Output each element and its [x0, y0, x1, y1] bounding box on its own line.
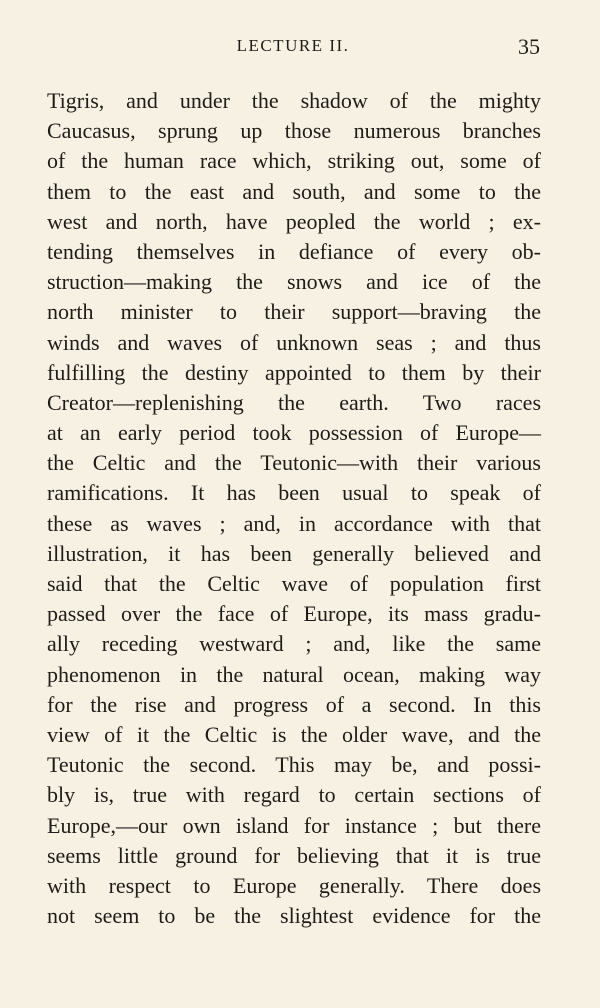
text-line: view of it the Celtic is the older wave, and the: [47, 721, 541, 747]
text-line: phenomenon in the natural ocean, making way: [47, 661, 541, 687]
text-line: struction—making the snows and ice of the: [47, 269, 541, 295]
text-line: Tigris, and under the shadow of the mighty: [47, 88, 541, 113]
text-line: with respect to Europe generally. There does: [47, 872, 541, 898]
text-line: at an early period took possession of Europe—: [47, 420, 541, 446]
text-line: the Celtic and the Teutonic—with their various: [47, 450, 541, 476]
text-line: not seem to be the slightest evidence for the: [47, 903, 541, 929]
text-line: illustration, it has been generally believed and: [47, 540, 541, 566]
text-line: winds and waves of unknown seas ; and thus: [47, 329, 541, 355]
text-line: for the rise and progress of a second. In this: [47, 691, 541, 717]
text-line: them to the east and south, and some to the: [47, 178, 541, 204]
text-line: fulfilling the destiny appointed to them by their: [47, 359, 541, 385]
text-line: Teutonic the second. This may be, and possi-: [47, 752, 541, 778]
text-line: ally receding westward ; and, like the same: [47, 631, 541, 657]
text-line: ramifications. It has been usual to speak of: [47, 480, 541, 506]
running-head: [46, 34, 540, 64]
text-line: said that the Celtic wave of population first: [47, 571, 541, 596]
text-line: seems little ground for believing that it is true: [47, 842, 541, 868]
text-line: north minister to their support—braving the: [47, 299, 541, 325]
running-head-title: LECTURE II.: [236, 36, 350, 55]
text-line: west and north, have peopled the world ; ex-: [47, 208, 541, 234]
text-line: of the human race which, striking out, some of: [47, 148, 541, 174]
text-line: bly is, true with regard to certain sections of: [47, 782, 541, 808]
text-line: Europe,—our own island for instance ; but there: [47, 812, 541, 838]
text-line: these as waves ; and, in accordance with that: [47, 510, 541, 536]
text-line: tending themselves in defiance of every ob-: [47, 238, 541, 264]
text-line: Creator—replenishing the earth. Two races: [47, 389, 541, 415]
text-line: passed over the face of Europe, its mass gradu-: [47, 601, 541, 627]
body-text: [47, 86, 541, 931]
page-number: 35: [518, 34, 540, 59]
text-line: Caucasus, sprung up those numerous branches: [47, 118, 541, 144]
